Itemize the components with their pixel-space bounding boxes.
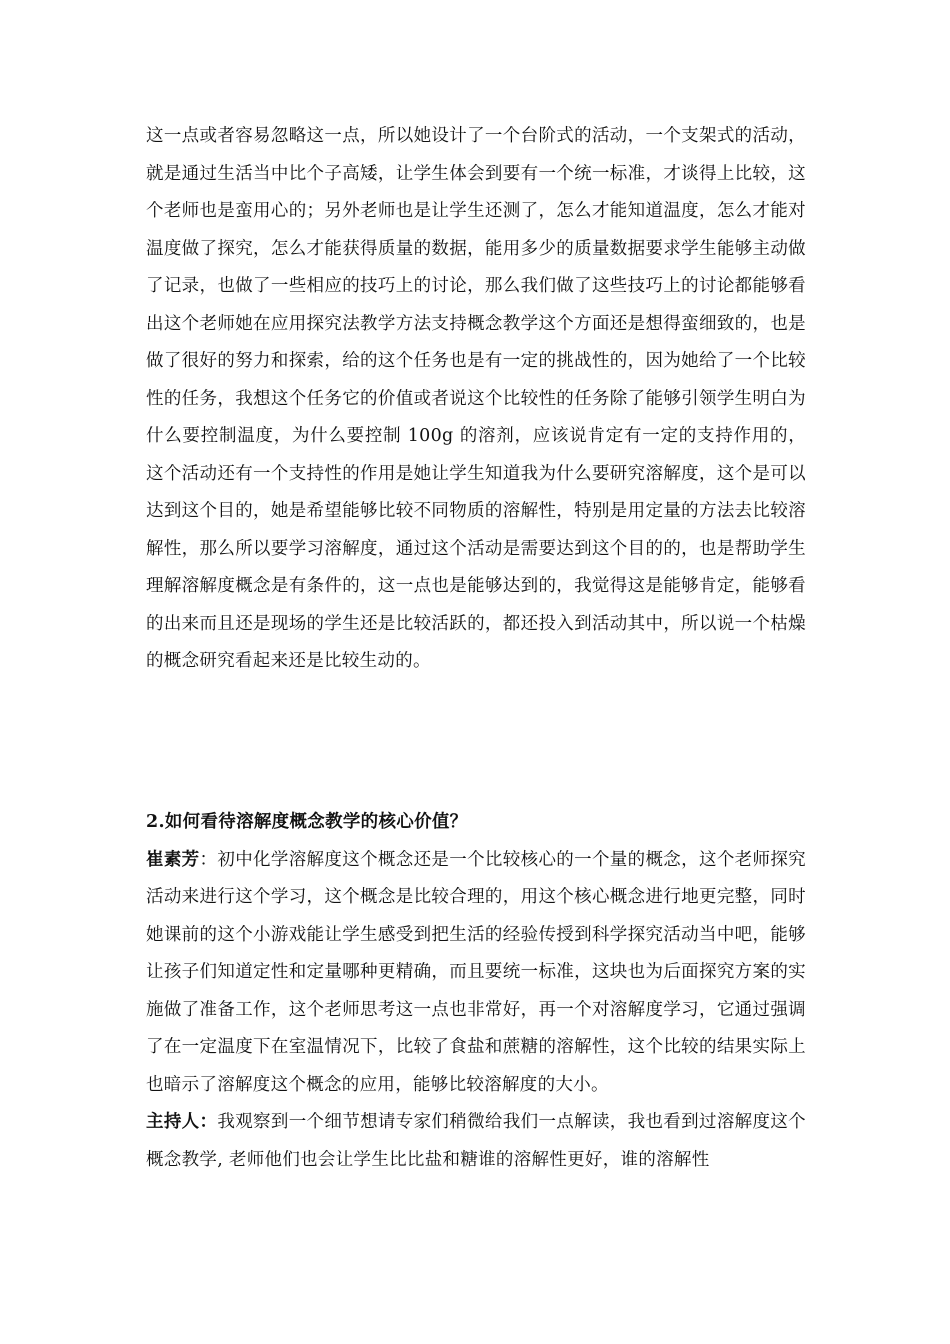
speaker-paragraph-cui (146, 842, 806, 1105)
speaker-text-cui: 初中化学溶解度这个概念还是一个比较核心的一个量的概念，这个老师探究活动来进行这个学习，这个概念是比较合理的，用这个核心概念进行地更完整，同时她课前的这个小游戏能让学生感受到把生活的经验传授到科学探究活动当中吧，能够让孩子们知道定性和定量哪种更精确，而且要统一标准，这块也为后面探究方案的实施做了准备工作，这个老师思考这一点也非常好，再一个对溶解度学习，它通过强调了在一定温度下在室温情况下，比较了食盐和蔗糖的溶解性，这个比较的结果实际上也暗示了溶解度这个概念的应用，能够比较溶解度的大小。 (146, 849, 806, 1095)
section-heading: 2.如何看待溶解度概念教学的核心价值？ (146, 812, 468, 832)
speaker-separator: ： (199, 1112, 218, 1132)
speaker-paragraph-host (146, 1104, 806, 1179)
speaker-separator: ： (199, 849, 218, 870)
paragraph-body: 这一点或者容易忽略这一点，所以她设计了一个台阶式的活动，一个支架式的活动，就是通过生活当中比个子高矮，让学生体会到要有一个统一标准，才谈得上比较，这个老师也是蛮用心的；另外老师也是让学生还测了，怎么才能知道温度，怎么才能对温度做了探究，怎么才能获得质量的数据，能用多少的质量数据要求学生能够主动做了记录，也做了一些相应的技巧上的讨论，那么我们做了这些技巧上的讨论都能够看出这个老师她在应用探究法教学方法支持概念教学这个方面还是想得蛮细致的，也是做了很好的努力和探索，给的这个任务也是有一定的挑战性的，因为她给了一个比较性的任务，我想这个任务它的价值或者说这个比较性的任务除了能够引领学生明白为什么要控制温度，为什么要控制 100g 的溶剂，应该说肯定有一定的支持作用的，这个活动还有一个支持性的作用是她让学生知道我为什么要研究溶解度，这个是可以达到这个目的，她是希望能够比较不同物质的溶解性，特别是用定量的方法去比较溶解性，那么所以要学习溶解度，通过这个活动是需要达到这个目的的，也是帮助学生理解溶解度概念是有条件的，这一点也是能够达到的，我觉得这是能够肯定，能够看的出来而且还是现场的学生还是比较活跃的，都还投入到活动其中，所以说一个枯燥的概念研究看起来还是比较生动的。 (146, 126, 806, 671)
text-block-upper (146, 118, 806, 681)
speaker-name-host: 主持人 (146, 1112, 200, 1132)
speaker-text-host: 我观察到一个细节想请专家们稍微给我们一点解读，我也看到过溶解度这个概念教学, 老师他们也会让学生比比盐和糖谁的溶解性更好，谁的溶解性 (146, 1112, 806, 1170)
speaker-name-cui: 崔素芳 (146, 849, 200, 870)
text-block-lower (146, 804, 806, 1179)
